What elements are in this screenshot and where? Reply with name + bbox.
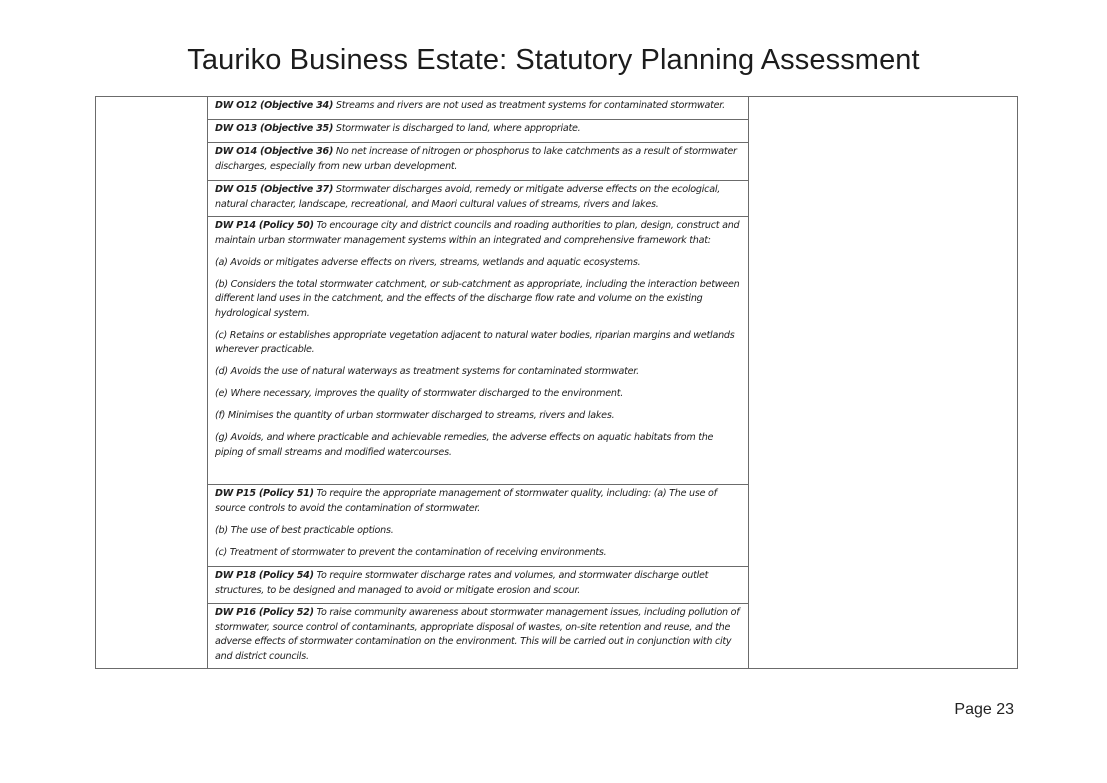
page-title: Tauriko Business Estate: Statutory Planning Assessment [187,44,920,76]
provision-id: DW O12 (Objective 34) [215,100,334,111]
provision-text: No net increase of nitrogen or phosphorus to lake catchments as a result of stormwater discharges, especially from new urban development. [215,146,737,172]
page-number: Page 23 [954,701,1014,718]
provision-text: To require stormwater discharge rates and volumes, and stormwater discharge outlet structures, to be designed and managed to avoid or mitigate erosion and scour. [215,570,709,596]
provision-id: DW O15 (Objective 37) [215,184,334,195]
list-item: (b) Considers the total stormwater catchment, or sub-catchment as appropriate, including the interaction between different land uses in the catchment, and the effects of the discharge flow rate and volume on the existing hydrological system. [215,278,740,319]
provision-text: Streams and rivers are not used as treatment systems for contaminated stormwater. [335,100,725,111]
provision-id: DW P14 (Policy 50) [215,220,314,231]
provision-text: To require the appropriate management of stormwater quality, including: (a) The use of source controls to avoid the contamination of stormwater. [215,488,717,514]
table-row [208,604,748,668]
list-item: (c) Treatment of stormwater to prevent the contamination of receiving environments. [215,546,607,558]
provision-id: DW P16 (Policy 52) [215,607,314,618]
table-row [208,217,748,485]
provision-text: To raise community awareness about stormwater management issues, including pollution of stormwater, source control of contaminants, appropriate disposal of wastes, on-site retention and reuse, and the adverse effects of stormwater contamination on the environment. This will be carried out in conjunction with city and district councils. [215,607,740,662]
table-row [208,120,748,143]
provision-id: DW O14 (Objective 36) [215,146,334,157]
provision-id: DW P15 (Policy 51) [215,488,314,499]
column-divider-right [748,97,749,668]
list-item: (g) Avoids, and where practicable and achievable remedies, the adverse effects on aquatic habitats from the piping of small streams and modified watercourses. [215,432,714,458]
table-row [208,97,748,120]
list-item: (f) Minimises the quantity of urban stormwater discharged to streams, rivers and lakes. [215,410,615,421]
list-item: (d) Avoids the use of natural waterways as treatment systems for contaminated stormwater. [215,366,639,377]
provision-text: Stormwater is discharged to land, where appropriate. [335,123,581,134]
provision-text: Stormwater discharges avoid, remedy or mitigate adverse effects on the ecological, natural character, landscape, recreational, and Maori cultural values of streams, rivers and lakes. [215,184,721,210]
table-row [208,143,748,181]
table-row [208,485,748,567]
list-item: (e) Where necessary, improves the quality of stormwater discharged to the environment. [215,388,624,399]
provisions-column [208,97,748,668]
provision-text: To encourage city and district councils and roading authorities to plan, design, construct and maintain urban stormwater management systems within an integrated and comprehensive framework that: [215,220,740,246]
provision-id: DW P18 (Policy 54) [215,570,314,581]
provision-id: DW O13 (Objective 35) [215,123,334,134]
list-item: (b) The use of best practicable options. [215,524,394,536]
planning-table [95,96,1018,669]
table-row [208,181,748,217]
list-item: (c) Retains or establishes appropriate vegetation adjacent to natural water bodies, riparian margins and wetlands wherever practicable. [215,329,735,355]
list-item: (a) Avoids or mitigates adverse effects on rivers, streams, wetlands and aquatic ecosystems. [215,256,641,268]
table-row [208,567,748,604]
